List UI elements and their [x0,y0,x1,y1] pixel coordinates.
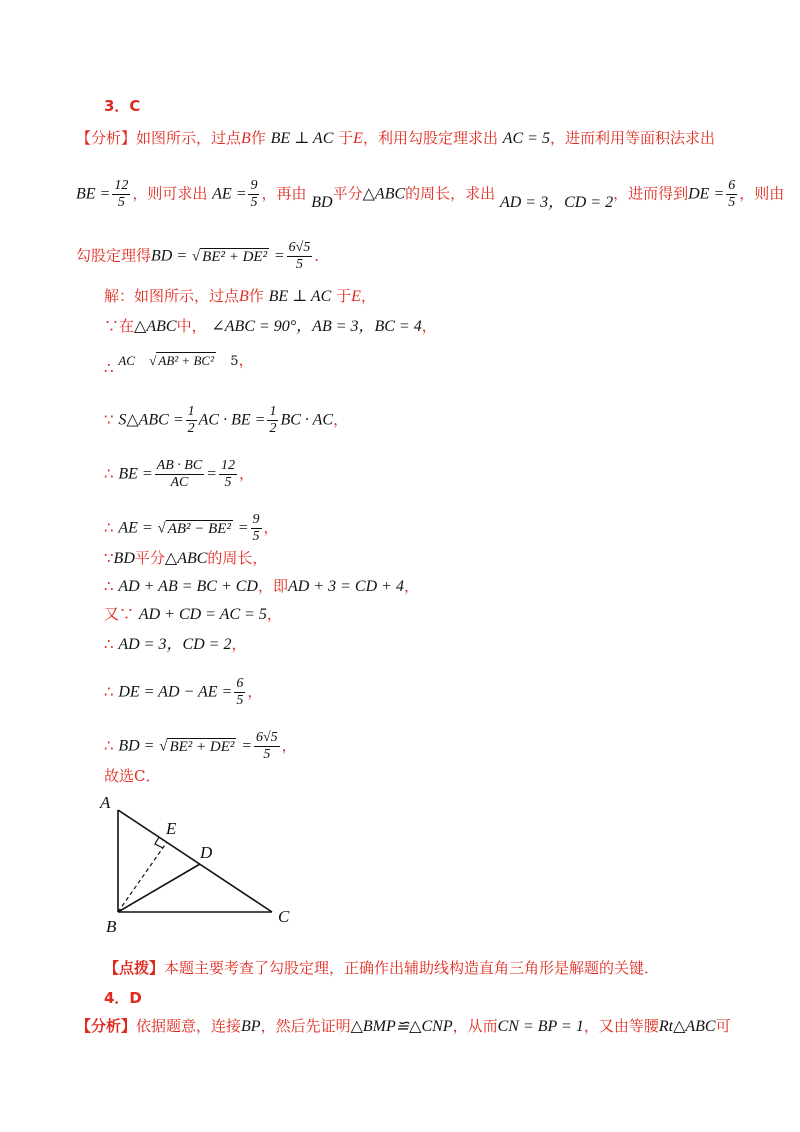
side-ac [118,810,272,912]
solution-line-8: ∴ AD + AB = BC + CD，即AD + 3 = CD + 4， [104,577,419,595]
solution-line-4: ∵ S△ABC = $\frac{1}{2}$ AC · BE = $\frac{1}{2}$ BC · AC， [104,404,349,436]
label-a: A [100,793,111,812]
analysis-line-2: BE = $\frac{12}{5}$ ，则可求出 AE = $\frac{9}{5}$ ，再由 BD平分△ABC的周长，求出 AD = 3，CD = 2，进而得到DE = $\frac{6}{5}$ ，则由 [76,178,785,211]
problem-3-number: 3．C [104,97,141,115]
solution-line-10: ∴ AD = 3，CD = 2， [104,635,247,653]
label-c: C [278,907,290,926]
segment-be-dashed [118,842,167,912]
segment-bd [118,864,200,912]
solution-line-11: ∴ DE = AD − AE = $\frac{6}{5}$ ， [104,676,263,708]
solution-line-1: 解：如图所示，过点B作 BE ⊥ AC 于E， [104,287,376,305]
problem-4-analysis: 【分析】依据题意，连接BP，然后先证明△BMP≌△CNP，从而CN = BP = 1，又由等腰Rt△ABC可 [76,1017,731,1035]
solution-line-2: ∵在△ABC中， ∠ABC = 90°，AB = 3，BC = 4， [104,317,437,335]
conclusion: 故选C． [104,767,161,785]
solution-line-12: ∴ BD = √ BE² + DE² = $\frac{6√5}{5}$ ， [104,730,297,762]
problem-4-number: 4．D [104,989,142,1007]
solution-line-7: ∵BD平分△ABC的周长， [104,549,268,567]
solution-line-5: ∴ BE = $\frac{AB \cdot BC}{AC}$ = $\frac{12}{5}$ ， [104,458,254,490]
hint-line: 【点拨】本题主要考查了勾股定理，正确作出辅助线构造直角三角形是解题的关键． [104,959,660,977]
solution-line-3: ∴ AC √ AB² + BC² 5， [104,351,254,377]
label-d: D [200,843,213,862]
solution-line-9: 又∵ AD + CD = AC = 5， [104,605,282,623]
label-b: B [106,917,117,936]
analysis-line-1: 【分析】如图所示，过点B作 BE ⊥ AC 于E，利用勾股定理求出 AC = 5，进而利用等面积法求出 [76,129,715,147]
label-e: E [166,819,177,838]
triangle-figure [96,790,306,940]
solution-line-6: ∴ AE = √ AB² − BE² = $\frac{9}{5}$ ， [104,512,279,544]
analysis-line-3: 勾股定理得BD = √ BE² + DE² = $\frac{6√5}{5}$ ． [76,240,330,272]
